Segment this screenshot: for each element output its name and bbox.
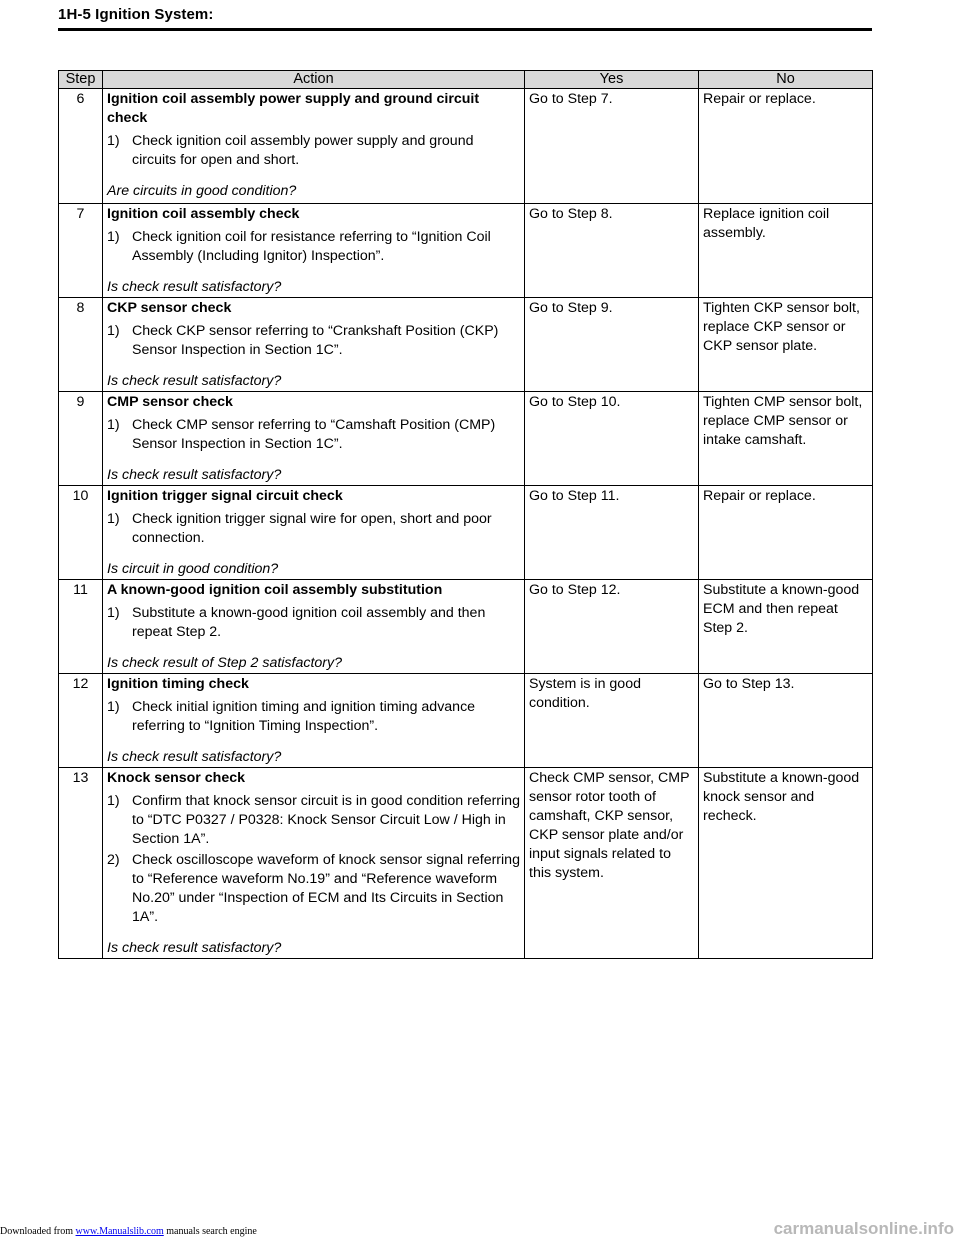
table-row — [59, 674, 873, 768]
action-title: Ignition coil assembly check — [107, 206, 300, 222]
step-number: 10 — [59, 486, 103, 580]
substep-list — [107, 698, 520, 736]
check-question: Is check result satisfactory? — [107, 467, 282, 483]
substep-number: 1) — [107, 793, 120, 809]
column-header-yes: Yes — [525, 71, 699, 89]
check-question: Is check result of Step 2 satisfactory? — [107, 655, 342, 671]
substep-item — [107, 510, 520, 548]
yes-result: Check CMP sensor, CMP sensor rotor tooth of camshaft, CKP sensor, CKP sensor plate and/or input signals related to this system. — [525, 768, 699, 959]
substep-number: 1) — [107, 133, 120, 149]
action-title: Ignition coil assembly power supply and ground circuit check — [107, 91, 480, 126]
footer-suffix: manuals search engine — [163, 1226, 257, 1237]
table-row — [59, 486, 873, 580]
action-cell — [103, 204, 525, 298]
substep-number: 1) — [107, 323, 120, 339]
substep-item — [107, 851, 520, 927]
action-title: CMP sensor check — [107, 394, 233, 410]
page-header: 1H-5 Ignition System: — [58, 6, 214, 23]
substep-list — [107, 322, 520, 360]
check-question: Is check result satisfactory? — [107, 749, 282, 765]
table-row — [59, 298, 873, 392]
footer-prefix: Downloaded from — [0, 1226, 76, 1237]
no-result: Repair or replace. — [699, 486, 873, 580]
substep-text: Substitute a known-good ignition coil assembly and then repeat Step 2. — [132, 605, 486, 640]
action-cell — [103, 580, 525, 674]
no-result: Substitute a known-good knock sensor and recheck. — [699, 768, 873, 959]
check-question: Is check result satisfactory? — [107, 373, 282, 389]
yes-result: Go to Step 11. — [525, 486, 699, 580]
yes-result: Go to Step 10. — [525, 392, 699, 486]
action-cell — [103, 486, 525, 580]
substep-text: Check ignition trigger signal wire for open, short and poor connection. — [132, 511, 492, 546]
step-number: 11 — [59, 580, 103, 674]
substep-number: 1) — [107, 417, 120, 433]
no-result: Tighten CMP sensor bolt, replace CMP sensor or intake camshaft. — [699, 392, 873, 486]
no-result: Go to Step 13. — [699, 674, 873, 768]
substep-list — [107, 416, 520, 454]
yes-result: Go to Step 9. — [525, 298, 699, 392]
table-header-row — [59, 71, 873, 89]
step-number: 13 — [59, 768, 103, 959]
substep-item — [107, 228, 520, 266]
table-body — [59, 89, 873, 959]
no-result: Replace ignition coil assembly. — [699, 204, 873, 298]
watermark: carmanualsonline.info — [773, 1219, 954, 1238]
substep-text: Confirm that knock sensor circuit is in good condition referring to “DTC P0327 / P0328: Knock Sensor Circuit Low / High in Section 1A”. — [132, 793, 520, 847]
yes-result: Go to Step 7. — [525, 89, 699, 204]
step-number: 9 — [59, 392, 103, 486]
action-title: A known-good ignition coil assembly substitution — [107, 582, 443, 598]
action-cell — [103, 392, 525, 486]
action-title: CKP sensor check — [107, 300, 232, 316]
yes-result: System is in good condition. — [525, 674, 699, 768]
table-row — [59, 204, 873, 298]
manualslib-link[interactable]: www.Manualslib.com — [75, 1226, 164, 1237]
substep-item — [107, 604, 520, 642]
column-header-step: Step — [59, 71, 103, 89]
substep-item — [107, 792, 520, 849]
download-footer — [0, 1226, 257, 1237]
yes-result: Go to Step 8. — [525, 204, 699, 298]
substep-number: 1) — [107, 605, 120, 621]
check-question: Is circuit in good condition? — [107, 561, 279, 577]
substep-item — [107, 416, 520, 454]
substep-list — [107, 792, 520, 927]
step-number: 12 — [59, 674, 103, 768]
action-title: Ignition timing check — [107, 676, 249, 692]
no-result: Substitute a known-good ECM and then repeat Step 2. — [699, 580, 873, 674]
substep-number: 1) — [107, 699, 120, 715]
step-number: 6 — [59, 89, 103, 204]
action-cell — [103, 89, 525, 204]
action-cell — [103, 674, 525, 768]
substep-list — [107, 132, 520, 170]
check-question: Are circuits in good condition? — [107, 183, 297, 199]
substep-text: Check CKP sensor referring to “Crankshaft Position (CKP) Sensor Inspection in Section 1C”. — [132, 323, 499, 358]
substep-text: Check ignition coil for resistance referring to “Ignition Coil Assembly (Including Ignitor) Inspection”. — [132, 229, 491, 264]
table-row — [59, 392, 873, 486]
substep-item — [107, 322, 520, 360]
substep-number: 1) — [107, 229, 120, 245]
substep-text: Check CMP sensor referring to “Camshaft Position (CMP) Sensor Inspection in Section 1C”. — [132, 417, 496, 452]
column-header-action: Action — [103, 71, 525, 89]
action-cell — [103, 298, 525, 392]
substep-list — [107, 228, 520, 266]
action-title: Ignition trigger signal circuit check — [107, 488, 343, 504]
substep-list — [107, 510, 520, 548]
substep-item — [107, 698, 520, 736]
no-result: Repair or replace. — [699, 89, 873, 204]
table-row — [59, 89, 873, 204]
action-title: Knock sensor check — [107, 770, 245, 786]
substep-text: Check oscilloscope waveform of knock sensor signal referring to “Reference waveform No.19” and “Reference waveform No.20” under “Inspection of ECM and Its Circuits in Section 1A”. — [132, 852, 520, 925]
substep-number: 1) — [107, 511, 120, 527]
table-row — [59, 580, 873, 674]
troubleshooting-table — [58, 70, 873, 959]
substep-number: 2) — [107, 852, 120, 868]
check-question: Is check result satisfactory? — [107, 279, 282, 295]
action-cell — [103, 768, 525, 959]
substep-text: Check initial ignition timing and ignition timing advance referring to “Ignition Timing Inspection”. — [132, 699, 476, 734]
table-row — [59, 768, 873, 959]
substep-list — [107, 604, 520, 642]
yes-result: Go to Step 12. — [525, 580, 699, 674]
step-number: 8 — [59, 298, 103, 392]
check-question: Is check result satisfactory? — [107, 940, 282, 956]
substep-item — [107, 132, 520, 170]
header-rule — [58, 28, 872, 31]
substep-text: Check ignition coil assembly power supply and ground circuits for open and short. — [132, 133, 474, 168]
no-result: Tighten CKP sensor bolt, replace CKP sensor or CKP sensor plate. — [699, 298, 873, 392]
step-number: 7 — [59, 204, 103, 298]
column-header-no: No — [699, 71, 873, 89]
